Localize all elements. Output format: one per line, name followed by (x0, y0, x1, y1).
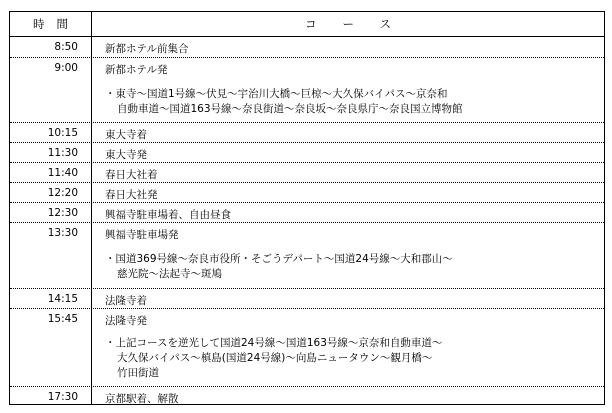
route-line: 竹田街道 (117, 367, 159, 379)
header-course: コース (305, 17, 417, 31)
row-text: 春日大社着 (105, 169, 158, 181)
row-text: 法隆寺着 (105, 295, 147, 307)
header-time: 時間 (33, 17, 80, 31)
route-line: ・上記コースを逆光して国道24号線～国道163号線～京奈和自動車道～ (105, 337, 443, 349)
row-time: 10:15 (47, 127, 78, 139)
row-time: 12:30 (47, 207, 78, 219)
row-text: 新都ホテル前集合 (105, 43, 189, 55)
route-line: 大久保バイパス～槙島(国道24号線)～向島ニュータウン～観月橋～ (117, 352, 433, 364)
row-time: 11:40 (47, 167, 78, 179)
route-row (10, 328, 604, 386)
route-text (105, 87, 598, 117)
table-header (10, 12, 604, 37)
table-row (10, 308, 604, 329)
row-time: 13:30 (47, 227, 78, 239)
row-text: 新都ホテル発 (105, 64, 168, 76)
table-row (10, 386, 604, 407)
schedule-table (9, 11, 605, 405)
row-text: 東大寺着 (105, 129, 147, 141)
row-text: 興福寺駐車場発 (105, 229, 179, 241)
route-line: ・国道369号線～奈良市役所・そごうデパート～国道24号線～大和郡山～ (105, 253, 453, 265)
route-row (10, 77, 604, 121)
table-row (10, 122, 604, 143)
route-row (10, 242, 604, 287)
row-text: 東大寺発 (105, 149, 147, 161)
route-line: 自動車道～国道163号線～奈良街道～奈良坂～奈良県庁～奈良国立博物館 (117, 103, 463, 115)
row-time: 9:00 (54, 62, 78, 74)
route-text (105, 336, 598, 381)
row-time: 11:30 (47, 147, 78, 159)
route-text (105, 252, 598, 282)
row-text: 興福寺駐車場着、自由昼食 (105, 209, 231, 221)
row-text: 春日大社発 (105, 189, 158, 201)
row-time: 17:30 (47, 391, 78, 403)
route-line: 慈光院～法起寺～斑鳩 (117, 268, 222, 280)
row-text: 京都駅着、解散 (105, 393, 179, 405)
table-row (10, 222, 604, 243)
table-row (10, 162, 604, 183)
row-text: 法隆寺発 (105, 315, 147, 327)
row-time: 12:20 (47, 187, 78, 199)
table-row (10, 202, 604, 223)
table-row (10, 142, 604, 163)
table-row (10, 37, 604, 57)
table-row (10, 288, 604, 309)
row-time: 8:50 (54, 41, 78, 53)
row-time: 15:45 (47, 313, 78, 325)
table-row (10, 182, 604, 203)
route-line: ・東寺～国道1号線～伏見～宇治川大橋～巨椋～大久保バイパス～京奈和 (105, 88, 448, 100)
table-row (10, 57, 604, 78)
row-time: 14:15 (47, 293, 78, 305)
